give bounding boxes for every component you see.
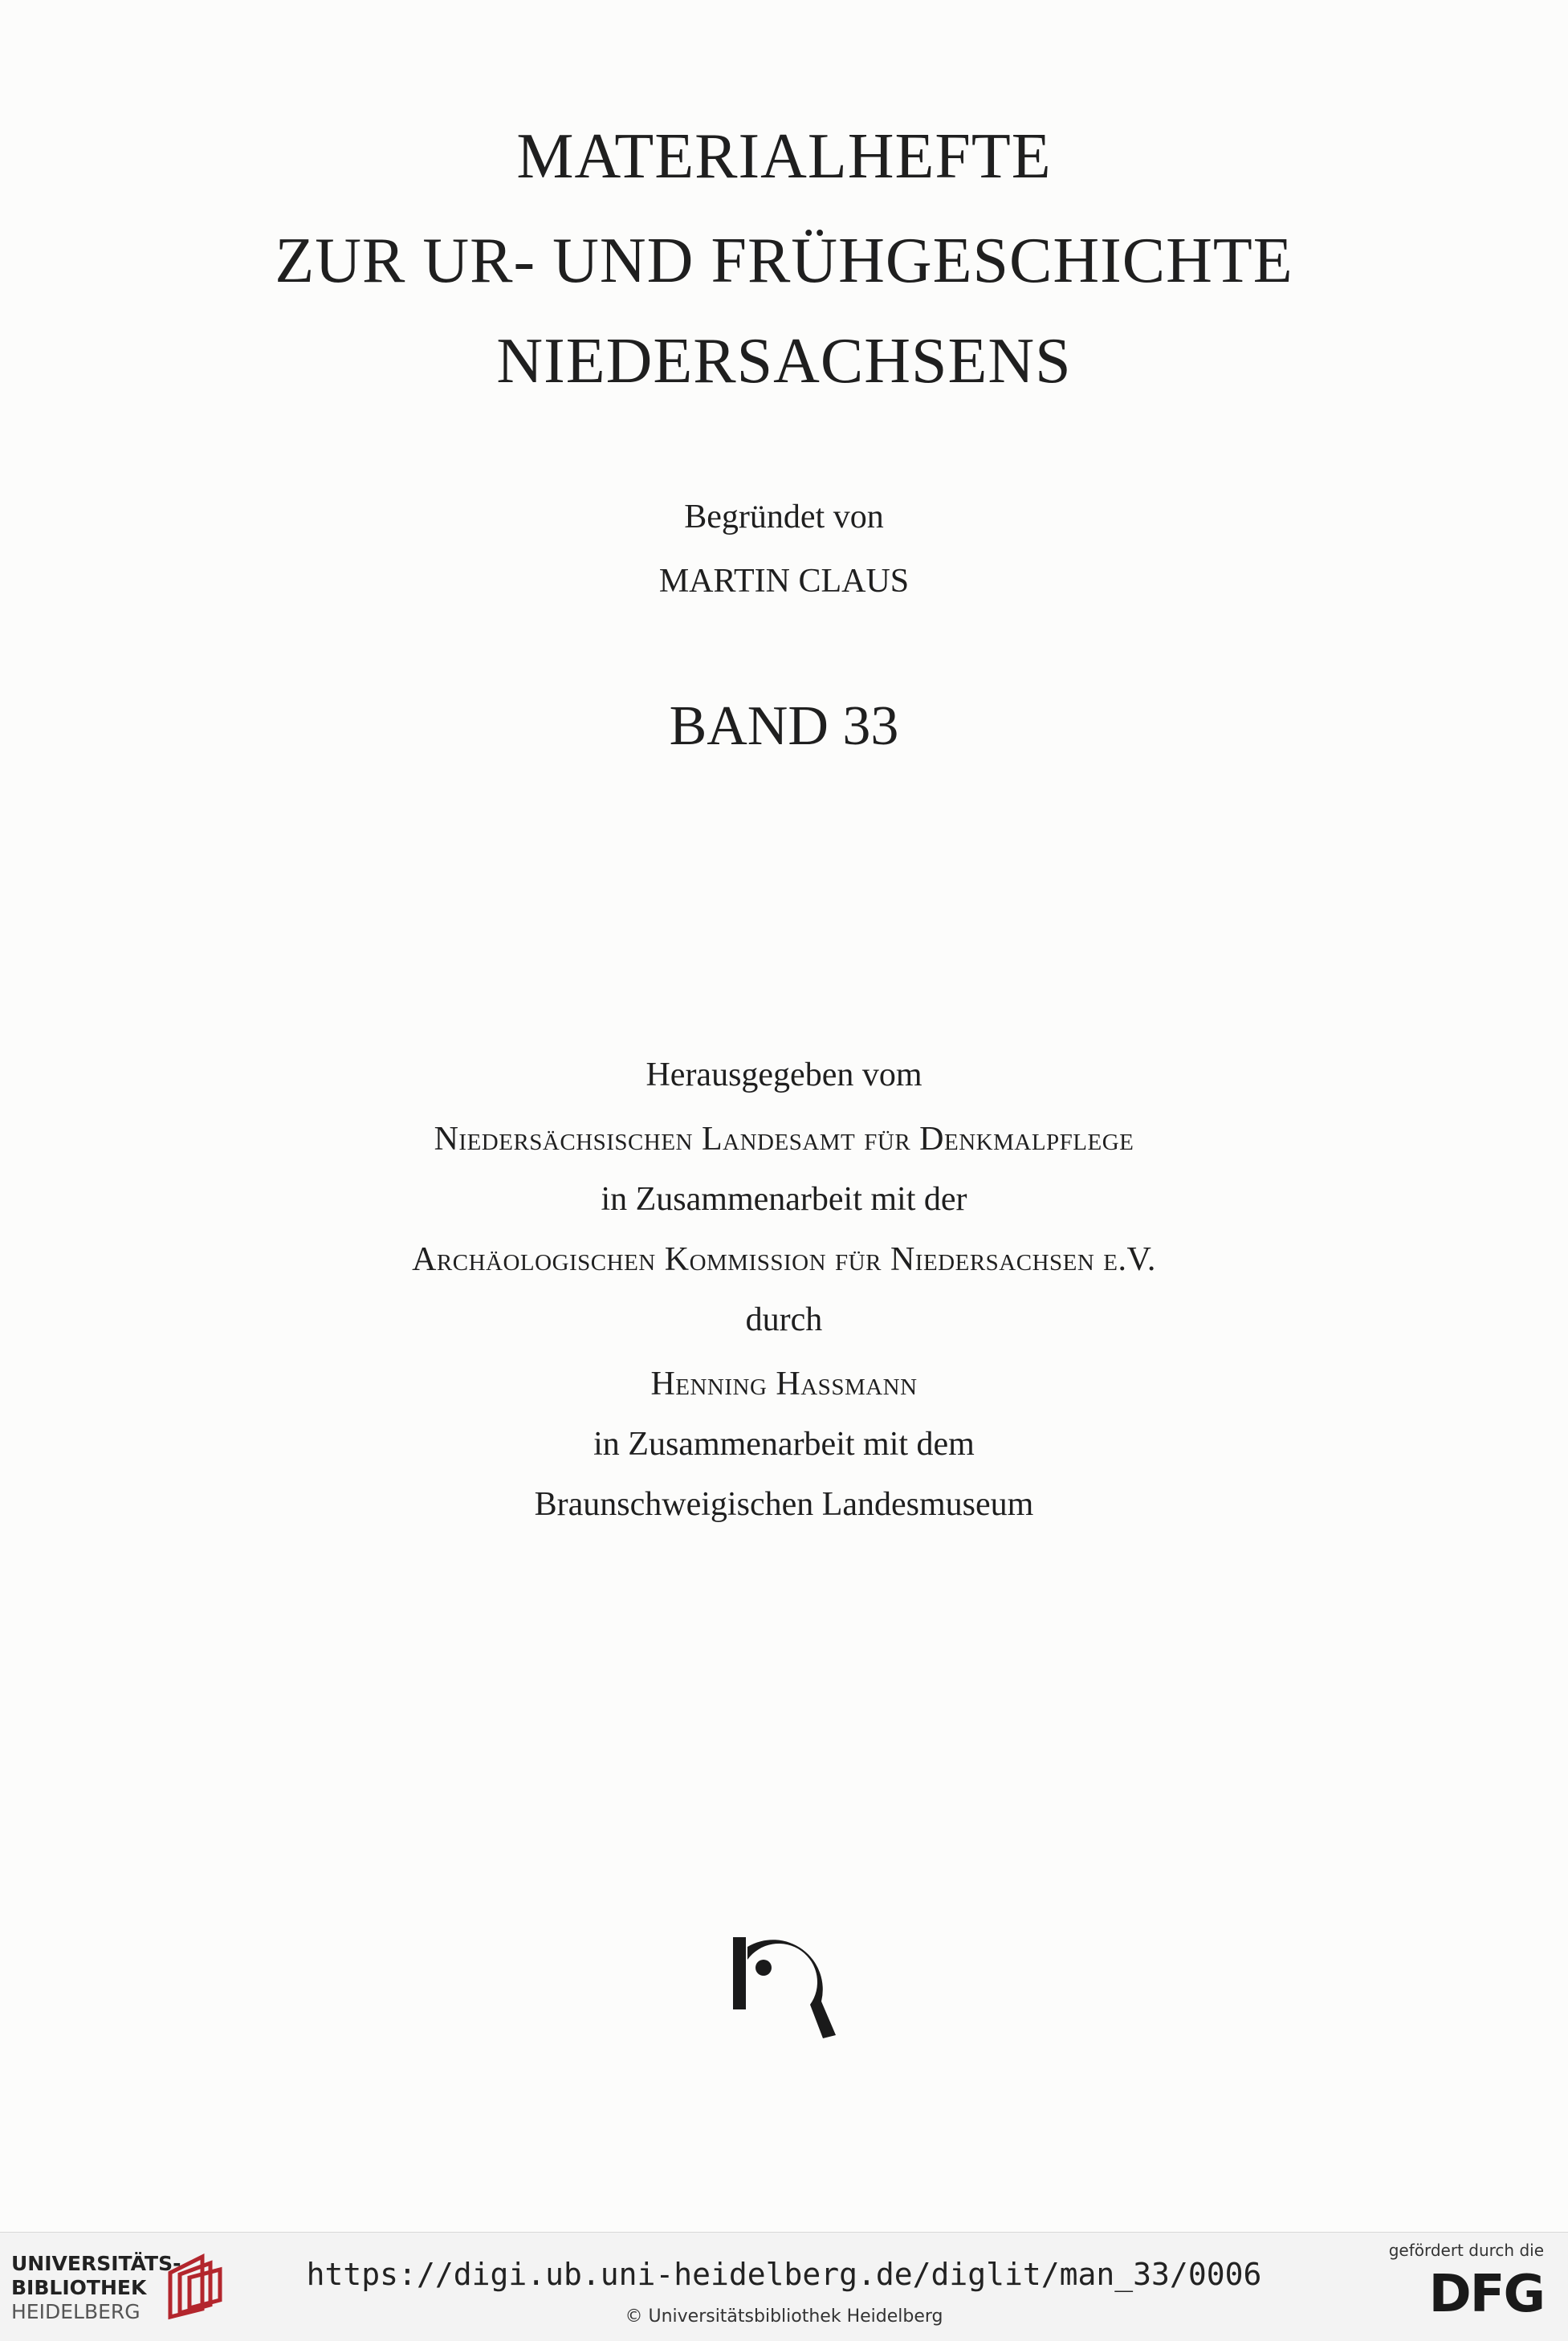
series-title-line-2: ZUR UR- UND FRÜHGESCHICHTE xyxy=(275,226,1293,296)
durch-text: durch xyxy=(745,1301,823,1338)
founded-by-label: Begründet von xyxy=(684,499,884,535)
archaeological-commission: Archäologischen Kommission für Niedersachsen e.V. xyxy=(412,1241,1156,1278)
volume-number: BAND 33 xyxy=(669,695,899,757)
founder-name: MARTIN CLAUS xyxy=(658,563,910,600)
museum-name: Braunschweigischen Landesmuseum xyxy=(534,1486,1034,1523)
dfg-logo: DFG xyxy=(1428,2265,1544,2324)
library-name-line-2: BIBLIOTHEK xyxy=(11,2276,147,2299)
cooperation-text-2: in Zusammenarbeit mit dem xyxy=(593,1426,975,1463)
series-title-line-1: MATERIALHEFTE xyxy=(516,121,1052,192)
funding-branding[interactable] xyxy=(1383,2241,1544,2333)
library-name-line-3: HEIDELBERG xyxy=(11,2300,141,2323)
editor-name: Henning Hassmann xyxy=(650,1366,918,1403)
library-name-line-1: UNIVERSITÄTS- xyxy=(11,2252,181,2275)
publisher-office: Niedersächsischen Landesamt für Denkmalpflege xyxy=(434,1121,1134,1158)
publisher-intro: Herausgegeben vom xyxy=(646,1057,922,1093)
publisher-logo-icon xyxy=(727,1931,839,2043)
digitization-footer xyxy=(0,2232,1568,2341)
cooperation-text-1: in Zusammenarbeit mit der xyxy=(601,1181,967,1218)
funding-label: gefördert durch die xyxy=(1388,2241,1544,2260)
series-title-line-3: NIEDERSACHSENS xyxy=(496,326,1072,397)
permalink-url[interactable]: https://digi.ub.uni-heidelberg.de/diglit/man_33/0006 xyxy=(306,2257,1262,2292)
copyright-notice: © Universitätsbibliothek Heidelberg xyxy=(625,2306,943,2327)
